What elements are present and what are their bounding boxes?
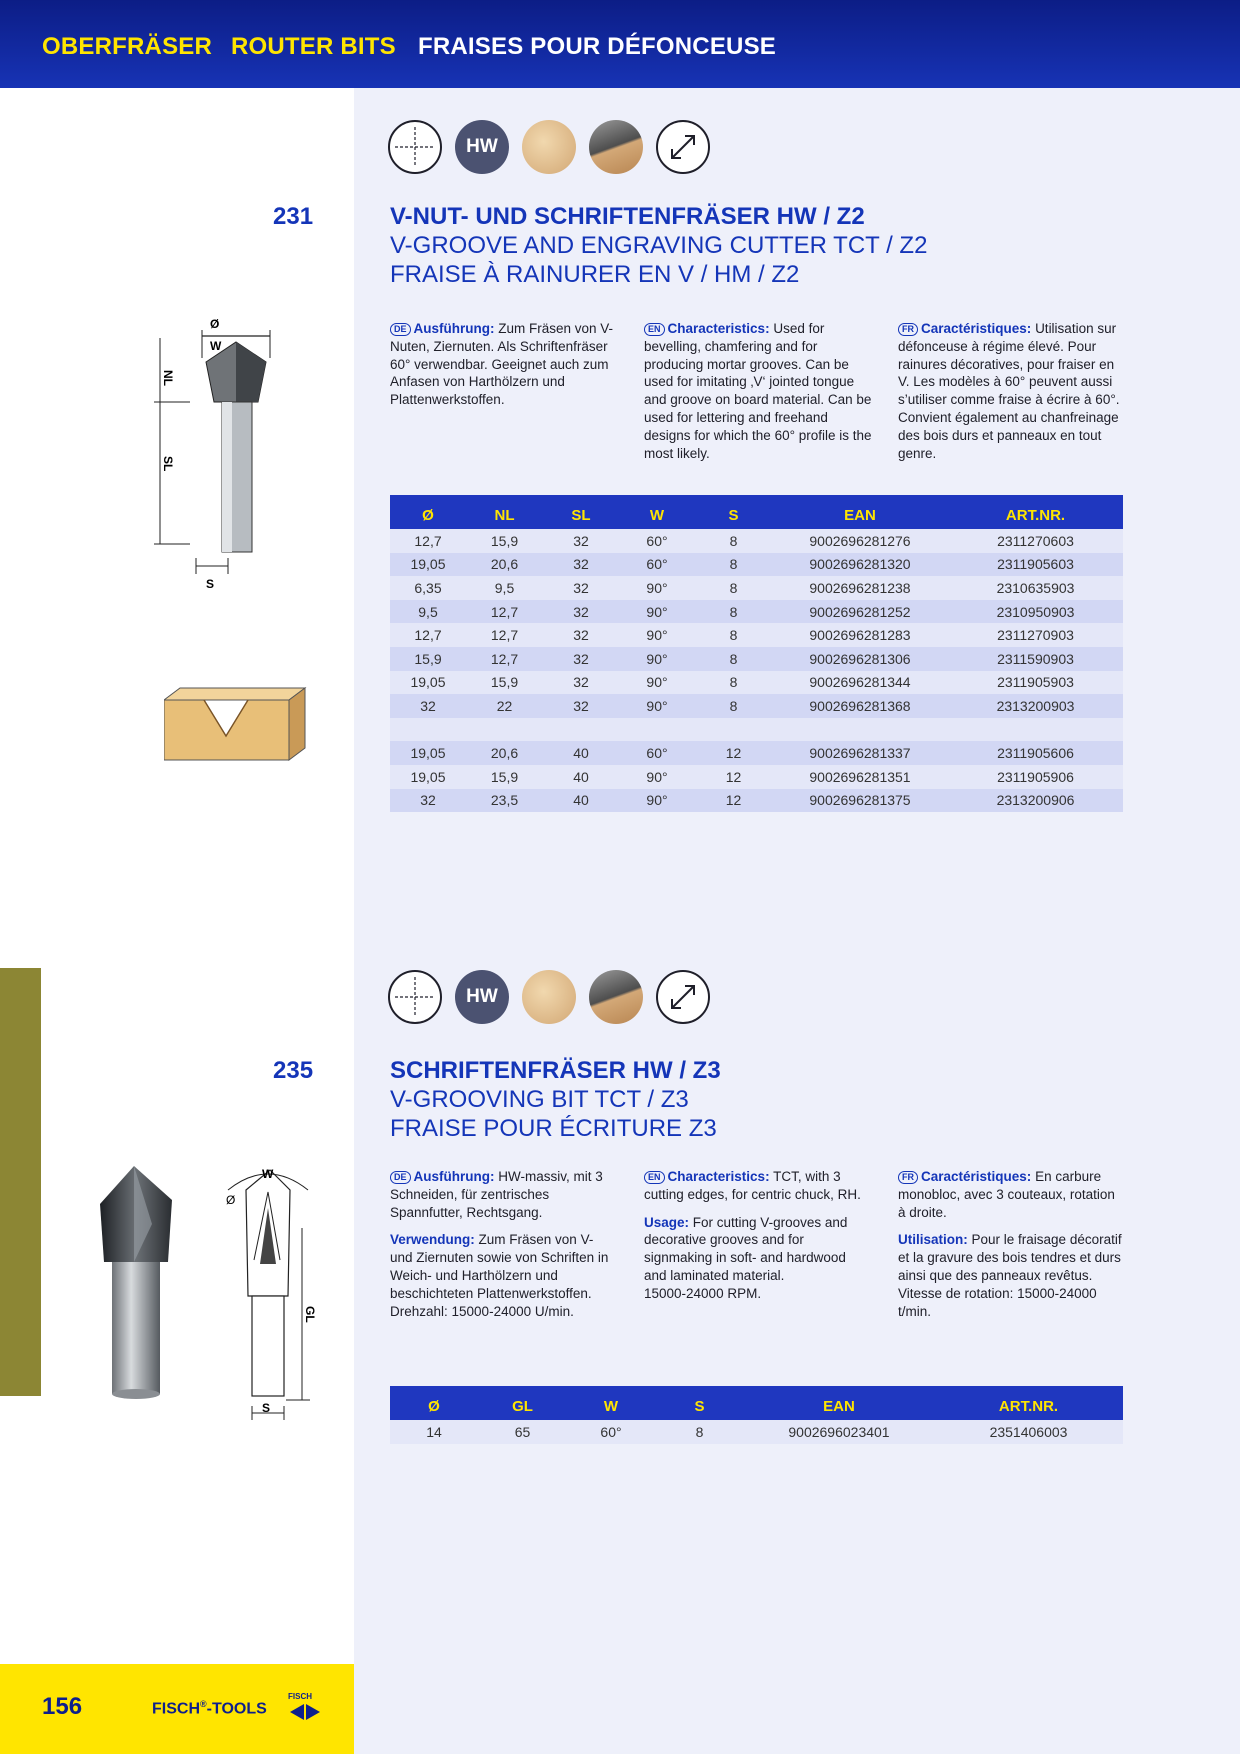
- table-row: [390, 694, 1123, 718]
- table-row: [390, 718, 1123, 742]
- table-cell: 65: [478, 1420, 567, 1444]
- table-cell: 8: [695, 529, 772, 553]
- table-cell: 9002696281337: [772, 741, 948, 765]
- table-cell: [948, 718, 1123, 742]
- header-title-de: OBERFRÄSER: [42, 33, 213, 60]
- column-header: Ø: [390, 1386, 478, 1420]
- table-cell: 90°: [619, 576, 695, 600]
- table-cell: 12,7: [390, 623, 466, 647]
- fisch-logo-icon: [286, 1690, 326, 1726]
- dim-label-w: W: [262, 1168, 274, 1181]
- table-cell: 2311905903: [948, 671, 1123, 695]
- table-cell: 2313200906: [948, 789, 1123, 813]
- dim-label-dia: Ø: [210, 318, 220, 331]
- table-cell: 40: [543, 765, 619, 789]
- title-fr: FRAISE À RAINURER EN V / HM / Z2: [390, 261, 800, 288]
- softwood-icon: [522, 120, 576, 174]
- table-cell: 2310950903: [948, 600, 1123, 624]
- table-cell: 40: [543, 741, 619, 765]
- table-cell: 32: [543, 529, 619, 553]
- page-header: [0, 0, 1240, 88]
- v-grooving-bit-photo: [92, 1164, 182, 1400]
- table-cell: 12,7: [390, 529, 466, 553]
- column-header: ART.NR.: [934, 1386, 1123, 1420]
- column-header: W: [619, 495, 695, 529]
- table-cell: 60°: [567, 1420, 655, 1444]
- column-header: EAN: [772, 495, 948, 529]
- svg-text:FISCH: FISCH: [288, 1692, 312, 1701]
- table-cell: 90°: [619, 623, 695, 647]
- table-cell: 20,6: [466, 741, 543, 765]
- flag-en-icon: EN: [644, 323, 665, 336]
- dim-label-s: S: [206, 577, 215, 591]
- table-cell: 9002696281375: [772, 789, 948, 813]
- table-cell: 23,5: [466, 789, 543, 813]
- table-cell: 9002696281238: [772, 576, 948, 600]
- table-cell: 32: [543, 553, 619, 577]
- table-cell: 2311590903: [948, 647, 1123, 671]
- side-color-band: [0, 968, 41, 1396]
- table-cell: 2311905606: [948, 741, 1123, 765]
- centre-chuck-icon: [388, 120, 442, 174]
- table-cell: 60°: [619, 553, 695, 577]
- page-number: 156: [42, 1693, 83, 1720]
- softwood-icon: [522, 970, 576, 1024]
- table-cell: 32: [543, 647, 619, 671]
- table-cell: 9002696281276: [772, 529, 948, 553]
- table-cell: 12: [695, 765, 772, 789]
- title-en: V-GROOVING BIT TCT / Z3: [390, 1086, 689, 1113]
- rotation-direction-icon: [656, 970, 710, 1024]
- router-bit-drawing-231: [150, 318, 290, 648]
- column-header: S: [655, 1386, 744, 1420]
- title-en: V-GROOVE AND ENGRAVING CUTTER TCT / Z2: [390, 232, 928, 259]
- table-cell: [772, 718, 948, 742]
- table-cell: 2311270903: [948, 623, 1123, 647]
- table-cell: 15,9: [390, 647, 466, 671]
- table-row: [390, 647, 1123, 671]
- table-cell: 12,7: [466, 600, 543, 624]
- table-cell: 2351406003: [934, 1420, 1123, 1444]
- flag-fr-icon: FR: [898, 323, 918, 336]
- table-cell: [543, 718, 619, 742]
- flag-fr-icon: FR: [898, 1171, 918, 1184]
- table-cell: 15,9: [466, 529, 543, 553]
- table-row: [390, 741, 1123, 765]
- column-header: NL: [466, 495, 543, 529]
- table-cell: 12: [695, 741, 772, 765]
- title-de: V-NUT- UND SCHRIFTENFRÄSER HW / Z2: [390, 203, 865, 230]
- column-header: S: [695, 495, 772, 529]
- table-cell: 8: [695, 694, 772, 718]
- column-header: W: [567, 1386, 655, 1420]
- column-header: SL: [543, 495, 619, 529]
- table-cell: 8: [695, 647, 772, 671]
- table-cell: 9002696281368: [772, 694, 948, 718]
- flag-de-icon: DE: [390, 323, 411, 336]
- table-cell: 2313200903: [948, 694, 1123, 718]
- table-cell: 9002696281252: [772, 600, 948, 624]
- table-cell: 32: [390, 789, 466, 813]
- table-cell: [695, 718, 772, 742]
- table-cell: 14: [390, 1420, 478, 1444]
- table-cell: 9,5: [390, 600, 466, 624]
- table-cell: 32: [543, 623, 619, 647]
- column-header: ART.NR.: [948, 495, 1123, 529]
- table-cell: 32: [543, 671, 619, 695]
- table-row: [390, 1420, 1123, 1444]
- dim-label-sl: SL: [161, 456, 175, 472]
- table-cell: 32: [390, 694, 466, 718]
- table-cell: 19,05: [390, 765, 466, 789]
- product-title-231: [390, 202, 927, 289]
- header-title-en: ROUTER BITS: [231, 33, 396, 60]
- header-title-fr: FRAISES POUR DÉFONCEUSE: [418, 33, 776, 60]
- coated-board-icon: [589, 120, 643, 174]
- table-cell: 9,5: [466, 576, 543, 600]
- table-cell: 32: [543, 576, 619, 600]
- flag-de-icon: DE: [390, 1171, 411, 1184]
- table-cell: 90°: [619, 600, 695, 624]
- rotation-direction-icon: [656, 120, 710, 174]
- title-fr: FRAISE POUR ÉCRITURE Z3: [390, 1115, 717, 1142]
- table-cell: 12: [695, 789, 772, 813]
- table-cell: [619, 718, 695, 742]
- table-cell: 60°: [619, 529, 695, 553]
- hw-carbide-icon: HW: [455, 120, 509, 174]
- table-cell: 8: [695, 623, 772, 647]
- table-cell: 9002696281283: [772, 623, 948, 647]
- column-header: EAN: [744, 1386, 934, 1420]
- table-cell: 90°: [619, 789, 695, 813]
- feature-icons-235: [388, 970, 710, 1024]
- description-de-235: DE Ausführung: HW-massiv, mit 3 Schneiden, für zentrisches Spannfutter, Rechtsgang. Verwendung: Zum Fräsen von V- und Ziernuten sowie von Schriften in Weich- und Harthölzern und beschichteten Plattenwerkstoffen. Drehzahl: 15000-24000 U/min.: [390, 1169, 609, 1319]
- spec-table-231: [390, 495, 1123, 812]
- table-cell: 8: [655, 1420, 744, 1444]
- table-row: [390, 789, 1123, 813]
- description-fr-231: FR Caractéristiques: Utilisation sur défonceuse à régime élevé. Pour rainures décoratives, pour fraiser en V. Les modèles à 60° peuvent aussi s’utiliser comme fraise à écrire à 60°. Convient également au chanfreinage des bois durs et panneaux en tout genre.: [898, 321, 1120, 461]
- table-cell: 9002696023401: [744, 1420, 934, 1444]
- table-cell: 9002696281320: [772, 553, 948, 577]
- table-cell: 9002696281344: [772, 671, 948, 695]
- table-cell: 90°: [619, 765, 695, 789]
- description-en-235: EN Characteristics: TCT, with 3 cutting edges, for centric chuck, RH. Usage: For cutting V-grooves and decorative grooves and for signmaking in soft- and hardwood and laminated material. 15000-24000 RPM.: [644, 1169, 861, 1301]
- table-cell: 6,35: [390, 576, 466, 600]
- title-de: SCHRIFTENFRÄSER HW / Z3: [390, 1057, 721, 1084]
- table-row: [390, 765, 1123, 789]
- table-cell: 8: [695, 671, 772, 695]
- v-grooving-bit-drawing: [222, 1168, 322, 1424]
- table-cell: 15,9: [466, 765, 543, 789]
- column-header: Ø: [390, 495, 466, 529]
- centre-chuck-icon: [388, 970, 442, 1024]
- table-cell: 32: [543, 694, 619, 718]
- column-header: GL: [478, 1386, 567, 1420]
- coated-board-icon: [589, 970, 643, 1024]
- table-cell: 40: [543, 789, 619, 813]
- table-cell: 60°: [619, 741, 695, 765]
- table-cell: 90°: [619, 694, 695, 718]
- table-header-row: [390, 495, 1123, 529]
- v-groove-sample-image: [164, 686, 309, 764]
- table-cell: 32: [543, 600, 619, 624]
- table-cell: 8: [695, 553, 772, 577]
- table-cell: 2311905906: [948, 765, 1123, 789]
- table-row: [390, 671, 1123, 695]
- table-cell: 8: [695, 576, 772, 600]
- feature-icons-231: [388, 120, 710, 174]
- product-number-231: 231: [273, 203, 314, 230]
- dim-label-w: W: [210, 339, 222, 353]
- table-cell: 20,6: [466, 553, 543, 577]
- table-row: [390, 529, 1123, 553]
- table-row: [390, 600, 1123, 624]
- table-header-row: [390, 1386, 1123, 1420]
- product-title-235: [390, 1056, 721, 1143]
- table-cell: 2311270603: [948, 529, 1123, 553]
- table-cell: 9002696281351: [772, 765, 948, 789]
- brand-name: FISCH®-TOOLS: [152, 1699, 267, 1718]
- table-cell: [390, 718, 466, 742]
- table-cell: 19,05: [390, 671, 466, 695]
- flag-en-icon: EN: [644, 1171, 665, 1184]
- table-cell: 9002696281306: [772, 647, 948, 671]
- spec-table-235: [390, 1386, 1123, 1444]
- table-row: [390, 553, 1123, 577]
- product-number-235: 235: [273, 1057, 314, 1084]
- table-cell: 19,05: [390, 553, 466, 577]
- table-cell: 12,7: [466, 623, 543, 647]
- description-en-231: EN Characteristics: Used for bevelling, chamfering and for producing mortar grooves. Can be used for imitating ‚V‘ jointed tongue and groove on board material. Can be used for lettering and freehand designs for which the 60° profile is the most likely.: [644, 321, 872, 461]
- hw-carbide-icon: HW: [455, 970, 509, 1024]
- description-fr-235: FR Caractéristiques: En carbure monobloc, avec 3 couteaux, rotation à droite. Utilisation: Pour le fraisage décoratif et la gravure des bois tendres et durs ainsi que des panneaux revêtus. Vitesse de rotation: 15000-24000 t/min.: [898, 1169, 1122, 1319]
- dim-label-gl: GL: [303, 1306, 317, 1323]
- table-cell: 2310635903: [948, 576, 1123, 600]
- table-cell: 2311905603: [948, 553, 1123, 577]
- table-cell: 15,9: [466, 671, 543, 695]
- table-cell: [466, 718, 543, 742]
- table-row: [390, 623, 1123, 647]
- table-row: [390, 576, 1123, 600]
- table-cell: 12,7: [466, 647, 543, 671]
- table-cell: 90°: [619, 647, 695, 671]
- table-cell: 22: [466, 694, 543, 718]
- table-cell: 90°: [619, 671, 695, 695]
- dim-label-nl: NL: [161, 370, 175, 386]
- dim-label-s: S: [262, 1401, 271, 1415]
- dim-label-dia: Ø: [226, 1193, 236, 1207]
- description-de-231: DE Ausführung: Zum Fräsen von V-Nuten, Ziernuten. Als Schriftenfräser 60° verwendbar. Geeignet auch zum Anfasen von Harthölzern und Plattenwerkstoffen.: [390, 321, 614, 408]
- table-cell: 19,05: [390, 741, 466, 765]
- table-cell: 8: [695, 600, 772, 624]
